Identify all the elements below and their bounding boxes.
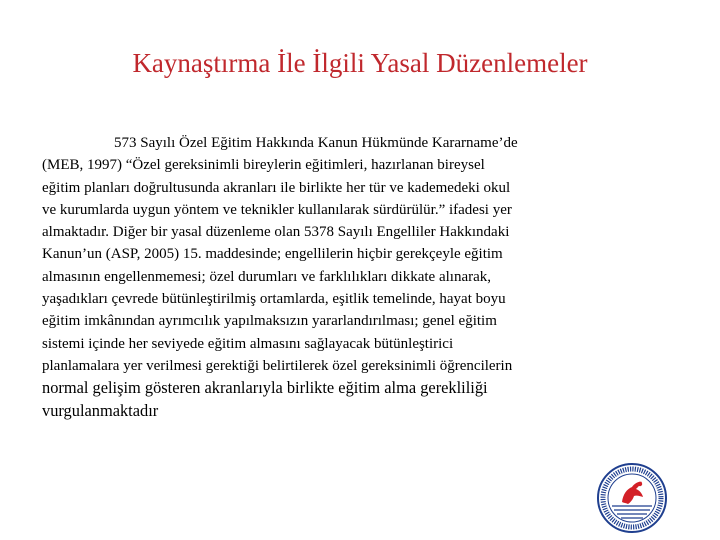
paragraph-line: normal gelişim gösteren akranlarıyla birlikte eğitim alma gerekliliği: [42, 378, 488, 398]
paragraph-line: Kanun’un (ASP, 2005) 15. maddesinde; engellilerin hiçbir gerekçeyle eğitim: [42, 246, 503, 263]
paragraph-line: almaktadır. Diğer bir yasal düzenleme olan 5378 Sayılı Engelliler Hakkındaki: [42, 224, 510, 241]
paragraph-line: yaşadıkları çevrede bütünleştirilmiş ortamlarda, eşitlik temelinde, hayat boyu: [42, 291, 506, 308]
paragraph-line: (MEB, 1997) “Özel gereksinimli bireylerin eğitimleri, hazırlanan bireysel: [42, 157, 485, 174]
paragraph-line: 573 Sayılı Özel Eğitim Hakkında Kanun Hükmünde Kararname’de: [114, 135, 518, 151]
body-paragraph: [42, 132, 682, 422]
paragraph-line: eğitim planları doğrultusunda akranları ile birlikte her tür ve kademedeki okul: [42, 179, 511, 196]
slide-title: Kaynaştırma İle İlgili Yasal Düzenlemeler: [132, 48, 588, 78]
paragraph-line: vurgulanmaktadır: [42, 400, 159, 420]
paragraph-line: almasının engellenmemesi; özel durumları ve farklılıkları dikkate alınarak,: [42, 268, 492, 285]
paragraph-line: planlamalara yer verilmesi gerektiği belirtilerek özel gereksinimli öğrencilerin: [42, 357, 513, 374]
paragraph-line: ve kurumlarda uygun yöntem ve teknikler kullanılarak sürdürülür.” ifadesi yer: [42, 201, 512, 218]
paragraph-line: sistemi içinde her seviyede eğitim almasını sağlayacak bütünleştirici: [42, 335, 454, 352]
paragraph-line: eğitim imkânından ayrımcılık yapılmaksızın yararlandırılması; genel eğitim: [42, 313, 497, 330]
university-seal-icon: [596, 462, 668, 534]
